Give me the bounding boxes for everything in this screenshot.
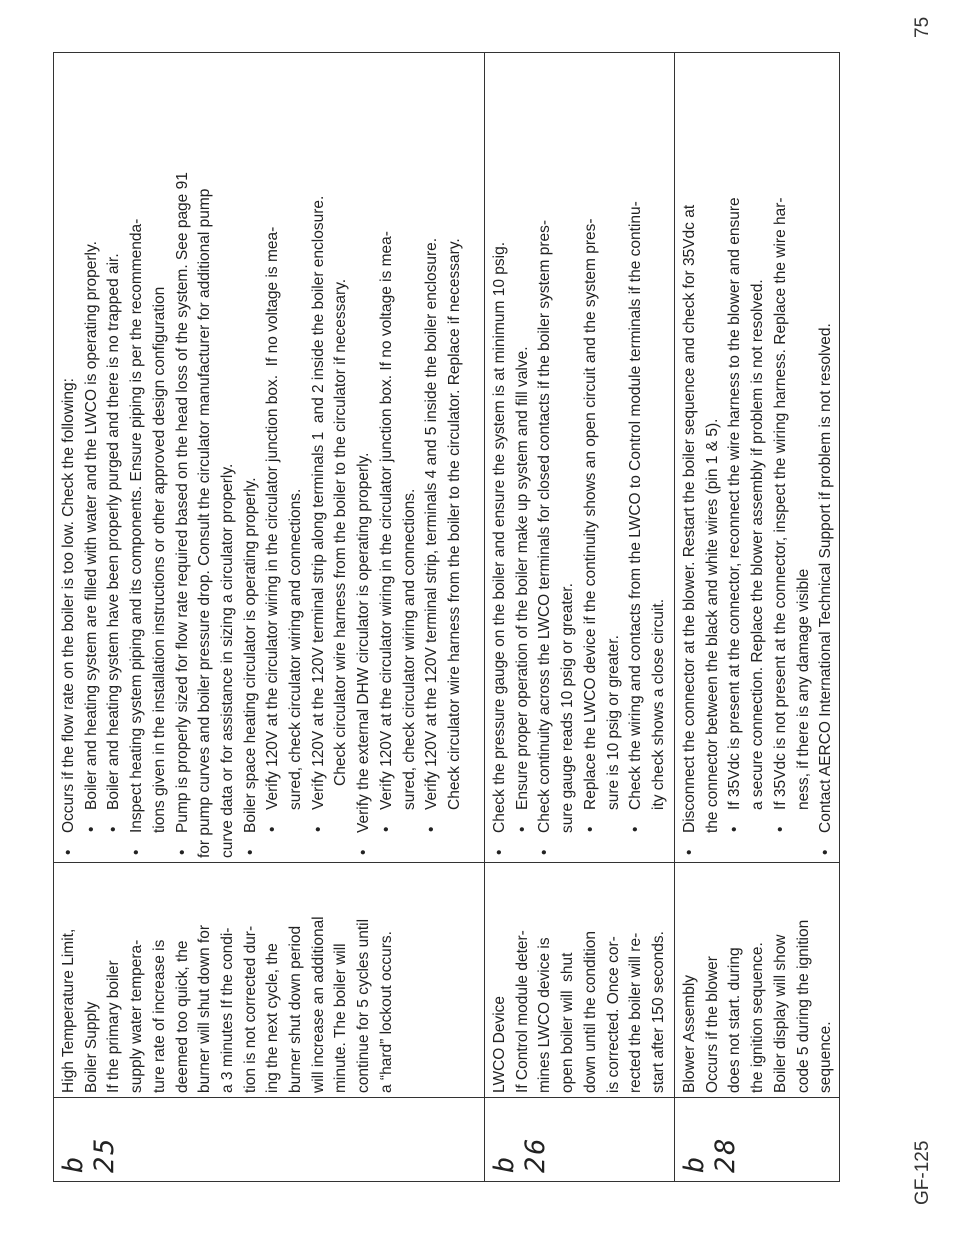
fault-code-cell xyxy=(54,1097,484,1182)
description-line: open boiler will shut xyxy=(559,952,577,1093)
description-line: Blower Assembly xyxy=(681,974,698,1093)
description-line: Boiler display will show xyxy=(771,934,789,1093)
description-line: Boiler Supply xyxy=(82,1001,100,1093)
corrective-action-line: sure is 10 psig or greater. xyxy=(604,635,622,810)
description-line: If Control module deter- xyxy=(513,930,531,1093)
corrective-action-line: • Boiler and heating system have been properly purged and there is no trapped air. xyxy=(103,57,126,858)
description-line: burner will shut down for xyxy=(196,925,214,1093)
corrective-action-line: • If 35Vdc is present at the connector, reconnect the wire harness to the blower and ensure xyxy=(724,57,747,858)
description-line: start after 150 seconds. xyxy=(649,931,667,1093)
table-row xyxy=(53,52,485,1182)
description-line: is corrected. Once cor- xyxy=(604,936,622,1093)
corrective-action-line: • Occurs if the flow rate on the boiler is too low. Check the following: xyxy=(58,57,81,858)
fault-description-cell xyxy=(675,862,839,1097)
fault-code-cell xyxy=(675,1097,839,1182)
corrective-action-line: • Boiler and heating system are filled with water and the LWCO is operating properly. xyxy=(81,57,104,858)
corrective-action-line: sured, check circulator wiring and connections. xyxy=(400,488,418,810)
description-line: ing the next cycle, the xyxy=(264,943,282,1093)
description-line: will increase an additional xyxy=(309,916,327,1093)
fault-description-cell xyxy=(54,862,484,1097)
corrective-action-line: • Check continuity across the LWCO terminals for closed contacts if the boiler system pres- xyxy=(534,57,557,858)
corrective-action-line: ity check shows a close circuit. xyxy=(649,598,667,810)
corrective-action-line: • Pump is properly sized for flow rate required based on the head loss of the system. See page 91 xyxy=(172,57,195,858)
corrective-action-line: • Contact AERCO International Technical Support if problem is not resolved. xyxy=(815,57,838,858)
corrective-action-line: • Verify 120V at the 120V terminal strip, terminals 4 and 5 inside the boiler enclosure. xyxy=(421,57,444,858)
corrective-action-line: • Inspect heating system piping and its components. Ensure piping is per the recommenda- xyxy=(126,57,149,858)
corrective-action-line: sured, check circulator wiring and connections. xyxy=(287,488,305,810)
corrective-action-line: • Verify 120V at the 120V terminal strip along terminals 1 and 2 inside the boiler enclosure. xyxy=(308,57,331,858)
corrective-action-line: • Verify the external DHW circulator is operating properly. xyxy=(353,57,376,858)
description-line: burner shut down period xyxy=(287,925,305,1093)
document-code: GF-125 xyxy=(912,1140,933,1205)
description-line: tion is not corrected dur- xyxy=(241,925,259,1093)
description-line: the ignition sequence. xyxy=(749,942,767,1093)
corrective-action-line: • Verify 120V at the circulator wiring in the circulator junction box. If no voltage is mea- xyxy=(376,57,399,858)
description-line: sequence. xyxy=(817,1021,835,1093)
table-row xyxy=(675,52,840,1182)
corrective-action-line: • Check the wiring and contacts from the LWCO to Control module terminals if the continu- xyxy=(625,57,648,858)
corrective-action-line: ness, if there is any damage visible xyxy=(794,568,812,810)
corrective-action-line: • Boiler space heating circulator is operating properly. xyxy=(240,57,263,858)
description-line: does not start. during xyxy=(726,947,744,1093)
corrective-action-line: • Verify 120V at the circulator wiring in the circulator junction box. If no voltage is mea- xyxy=(262,57,285,858)
corrective-action-cell xyxy=(54,52,484,862)
corrective-action-cell xyxy=(675,52,839,862)
fault-code: b 26 xyxy=(489,1136,551,1173)
corrective-action-line: tions given in the installation instructions or other approved design configuration xyxy=(150,286,168,833)
description-line: deemed too quick, the xyxy=(173,940,191,1093)
corrective-action-line: the connector between the black and white wires (pin 1 & 5). xyxy=(703,418,721,833)
table-row xyxy=(485,52,675,1182)
description-line: minute. The boiler will xyxy=(332,943,350,1093)
fault-code: b 25 xyxy=(58,1136,120,1173)
page-number: 75 xyxy=(912,16,933,38)
description-line: If the primary boiler xyxy=(105,960,123,1093)
corrective-action-line: • Disconnect the connector at the blower. Restart the boiler sequence and check for 35Vdc at xyxy=(679,57,702,858)
corrective-action-line: Check circulator wire harness from the boiler to the circulator. Replace if necessary. xyxy=(445,238,463,810)
description-line: a “hard” lockout occurs. xyxy=(377,931,395,1093)
description-line: down until the condition xyxy=(581,930,599,1093)
corrective-action-line: • Replace the LWCO device if the continuity shows an open circuit and the system pres- xyxy=(580,57,603,858)
description-line: ture rate of increase is xyxy=(150,939,168,1093)
description-line: High Temperature Limit, xyxy=(60,928,77,1093)
description-line: code 5 during the ignition xyxy=(794,919,812,1093)
troubleshooting-table xyxy=(53,52,840,1182)
description-line: rected the boiler will re- xyxy=(627,932,645,1093)
corrective-action-line: sure gauge reads 10 psig or greater. xyxy=(559,583,577,833)
corrective-action-line: Check circulator wire harness from the boiler to the circulator if necessary. xyxy=(332,278,350,786)
corrective-action-line: a secure connection. Replace the blower assembly if problem is not resolved. xyxy=(749,279,767,810)
description-line: continue for 5 cycles until xyxy=(355,918,373,1093)
corrective-action-line: for pump curves and boiler pressure drop. Consult the circulator manufacturer for additional pump xyxy=(196,188,214,858)
description-line: a 3 minutes If the condi- xyxy=(218,927,236,1093)
corrective-action-cell xyxy=(485,52,674,862)
fault-code: b 28 xyxy=(679,1136,741,1173)
fault-code-cell xyxy=(485,1097,674,1182)
corrective-action-line: curve data or for assistance in sizing a circulator properly. xyxy=(218,463,236,858)
corrective-action-line: • If 35Vdc is not present at the connector, inspect the wiring harness. Replace the wire har- xyxy=(770,57,793,858)
description-line: Occurs if the blower xyxy=(703,956,721,1093)
description-line: mines LWCO device is xyxy=(536,937,554,1093)
description-line: supply water tempera- xyxy=(128,939,146,1093)
corrective-action-line: • Check the pressure gauge on the boiler and ensure the system is at minimum 10 psig. xyxy=(489,57,512,858)
description-line: LWCO Device xyxy=(491,995,508,1093)
corrective-action-line: • Ensure proper operation of the boiler make up system and fill valve. xyxy=(512,57,535,858)
fault-description-cell xyxy=(485,862,674,1097)
